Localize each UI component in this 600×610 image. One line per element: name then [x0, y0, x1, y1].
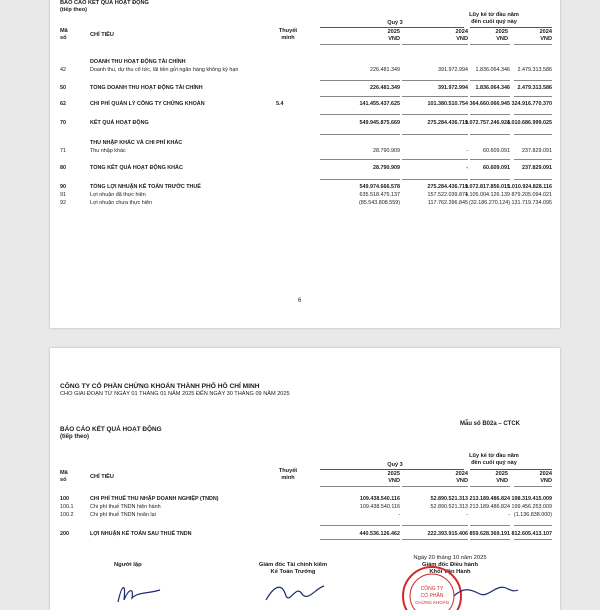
col-item-header: CHỈ TIÊU: [90, 32, 114, 38]
row-q2024: 157.522.039.874: [427, 192, 468, 198]
row-q2024: 391.972.994: [438, 85, 468, 91]
row-ytd2024: 198.319.415.009: [511, 496, 552, 502]
report-subtitle: (tiếp theo): [60, 7, 88, 13]
p2-col-code-header-1: Mã: [60, 470, 68, 476]
col-y2025-year: 2025: [495, 29, 508, 35]
form-code: Mẫu số B02a – CTCK: [460, 421, 521, 427]
row-code: 100.1: [60, 504, 74, 510]
row-label: TỔNG LỢI NHUẬN KẾ TOÁN TRƯỚC THUẾ: [90, 184, 201, 190]
row-q2024: 391.972.994: [438, 67, 468, 73]
row-ytd2025: 60.609.091: [483, 165, 510, 171]
row-q2025: 141.455.437.625: [359, 101, 400, 107]
row-ytd2024: 237.829.091: [522, 148, 552, 154]
p2-col-item-header: CHỈ TIÊU: [90, 474, 114, 480]
preparer-signature-icon: [110, 576, 170, 606]
row-q2024: 275.284.436.719: [427, 184, 468, 190]
cfo-signature-icon: [260, 576, 330, 606]
row-ytd2024: 324.916.770.370: [511, 101, 552, 107]
row-ytd2024: 237.829.091: [522, 165, 552, 171]
row-code: 92: [60, 200, 66, 206]
row-code: 71: [60, 148, 66, 154]
cfo-title-1: Giám đốc Tài chính kiêm: [258, 562, 328, 568]
row-code: 62: [60, 101, 66, 107]
row-q2024: -: [466, 165, 468, 171]
p2-col-ytd-header-1: Lũy kế từ đầu năm: [469, 453, 519, 459]
row-ytd2025: (32.186.270.124): [468, 200, 510, 206]
p2-col-y2024-unit: VND: [540, 478, 552, 484]
row-label: Lợi nhuận chưa thực hiện: [90, 200, 153, 206]
p2-col-quarter-header: Quý 3: [387, 462, 403, 468]
row-q2025: (85.543.808.559): [358, 200, 400, 206]
report-page-1: [50, 0, 560, 328]
stamp-line-3: CHỨNG KHOÁN: [415, 600, 449, 605]
row-q2024: 222.393.915.406: [427, 531, 468, 537]
row-ytd2024: 879.205.094.021: [511, 192, 552, 198]
row-q2024: 52.890.521.313: [430, 496, 468, 502]
row-q2024: -: [466, 148, 468, 154]
row-ytd2024: 2.479.313.586: [517, 85, 552, 91]
row-ytd2025: 1.072.817.856.015: [465, 184, 510, 190]
cfo-title-2: Kế Toán Trưởng: [270, 569, 316, 575]
row-label: TỔNG KẾT QUẢ HOẠT ĐỘNG KHÁC: [90, 165, 183, 171]
reporting-period: CHO GIAI ĐOẠN TỪ NGÀY 01 THÁNG 01 NĂM 2025 ĐẾN NGÀY 30 THÁNG 09 NĂM 2025: [60, 391, 290, 397]
col-q2024-year: 2024: [455, 29, 468, 35]
col-quarter-header: Quý 3: [387, 20, 403, 26]
row-label: CHI PHÍ THUẾ THU NHẬP DOANH NGHIỆP (TNDN): [90, 496, 219, 502]
row-ytd2025: 1.105.004.126.139: [465, 192, 510, 198]
row-label: Thu nhập khác: [90, 148, 126, 154]
director-title-1: Giám đốc Điều hành: [421, 562, 479, 568]
row-q2024: -: [466, 512, 468, 518]
p2-col-note-header-1: Thuyết: [278, 468, 298, 474]
row-label: THU NHẬP KHÁC VÀ CHI PHÍ KHÁC: [90, 140, 183, 146]
p2-col-code-header-2: số: [60, 477, 67, 483]
row-ytd2024: (1.136.838.000): [513, 512, 552, 518]
report-subtitle-2: (tiếp theo): [60, 434, 89, 440]
col-y2024-year: 2024: [539, 29, 552, 35]
row-ytd2025: 60.609.091: [483, 148, 510, 154]
col-q2025-unit: VND: [388, 36, 400, 42]
row-code: 80: [60, 165, 66, 171]
p2-col-q2025-year: 2025: [387, 471, 400, 477]
row-ytd2025: 213.189.486.824: [469, 504, 510, 510]
col-ytd-header-1: Lũy kế từ đầu năm: [469, 12, 519, 18]
p2-col-ytd-header-2: đến cuối quý này: [471, 460, 517, 466]
report-page-2: [50, 348, 560, 610]
row-code: 50: [60, 85, 66, 91]
row-q2025: 226.481.349: [370, 67, 400, 73]
row-ytd2024: 199.456.253.009: [511, 504, 552, 510]
col-code-header-1: Mã: [60, 28, 68, 34]
p2-col-q2024-year: 2024: [455, 471, 468, 477]
row-q2025: 549.974.666.578: [359, 184, 400, 190]
col-note-header-1: Thuyết: [278, 28, 298, 34]
col-note-header-2: minh: [281, 35, 295, 41]
row-q2025: 28.790.909: [373, 165, 400, 171]
row-label: DOANH THU HOẠT ĐỘNG TÀI CHÍNH: [90, 59, 186, 65]
col-y2025-unit: VND: [496, 36, 508, 42]
col-y2024-unit: VND: [540, 36, 552, 42]
row-code: 200: [60, 531, 69, 537]
row-ytd2024: 131.719.734.095: [511, 200, 552, 206]
row-ytd2025: -: [508, 512, 510, 518]
row-label: Chi phí thuế TNDN hiện hành: [90, 504, 161, 510]
row-label: Lợi nhuận đã thực hiện: [90, 192, 146, 198]
row-ytd2025: 1.836.064.346: [475, 85, 510, 91]
preparer-title: Người lập: [114, 562, 142, 568]
stamp-line-1: CÔNG TY: [420, 586, 444, 592]
company-name: CÔNG TY CỔ PHẦN CHỨNG KHOÁN THÀNH PHỐ HỒ CHÍ MINH: [60, 383, 260, 390]
p2-col-y2024-year: 2024: [539, 471, 552, 477]
row-q2025: 226.481.349: [370, 85, 400, 91]
row-label: TỔNG DOANH THU HOẠT ĐỘNG TÀI CHÍNH: [90, 85, 203, 91]
p2-col-q2025-unit: VND: [388, 478, 400, 484]
report-title: BÁO CÁO KẾT QUẢ HOẠT ĐỘNG: [60, 0, 149, 6]
col-ytd-header-2: đến cuối quý này: [471, 19, 517, 25]
row-q2025: 635.518.475.137: [359, 192, 400, 198]
row-ytd2025: 859.628.369.191: [469, 531, 510, 537]
row-q2025: 549.945.875.669: [359, 120, 400, 126]
row-label: Doanh thu, dự thu cổ tức, lãi tiền gửi ngân hàng không kỳ hạn: [90, 67, 239, 73]
row-q2024: 101.380.510.754: [427, 101, 468, 107]
report-title-2: BÁO CÁO KẾT QUẢ HOẠT ĐỘNG: [60, 426, 162, 433]
row-code: 100: [60, 496, 69, 502]
row-ytd2025: 213.189.486.824: [469, 496, 510, 502]
p2-col-note-header-2: minh: [281, 475, 295, 481]
director-signature-icon: [450, 578, 520, 608]
row-label: CHI PHÍ QUẢN LÝ CÔNG TY CHỨNG KHOÁN: [90, 101, 205, 107]
row-label: LỢI NHUẬN KẾ TOÁN SAU THUẾ TNDN: [90, 531, 192, 537]
row-ytd2024: 1.010.924.828.116: [507, 184, 552, 190]
row-q2024: 52.890.521.313: [430, 504, 468, 510]
row-code: 42: [60, 67, 66, 73]
row-q2025: 109.438.540.116: [359, 504, 400, 510]
col-code-header-2: số: [60, 35, 67, 41]
row-q2024: 117.762.396.845: [427, 200, 468, 206]
row-ytd2024: 812.605.413.107: [511, 531, 552, 537]
col-q2025-year: 2025: [387, 29, 400, 35]
p2-col-q2024-unit: VND: [456, 478, 468, 484]
row-q2024: 275.284.436.719: [427, 120, 468, 126]
row-q2025: -: [398, 512, 400, 518]
row-ytd2025: 1.072.757.246.924: [465, 120, 510, 126]
row-ytd2024: 1.010.686.999.025: [507, 120, 552, 126]
row-ytd2024: 2.479.313.586: [517, 67, 552, 73]
p2-col-y2025-unit: VND: [496, 478, 508, 484]
p2-col-y2025-year: 2025: [495, 471, 508, 477]
row-code: 90: [60, 184, 66, 190]
signing-date: Ngày 20 tháng 10 năm 2025: [413, 555, 487, 561]
stamp-line-2: CỔ PHẦN: [420, 593, 444, 599]
row-q2025: 28.790.909: [373, 148, 400, 154]
row-note: 5.4: [276, 101, 284, 107]
row-code: 70: [60, 120, 66, 126]
page-number: 6: [298, 298, 302, 304]
row-q2025: 440.536.126.462: [359, 531, 400, 537]
row-label: KẾT QUẢ HOẠT ĐỘNG: [90, 120, 149, 126]
row-ytd2025: 364.660.066.945: [469, 101, 510, 107]
row-ytd2025: 1.836.064.346: [475, 67, 510, 73]
row-code: 100.2: [60, 512, 74, 518]
row-code: 91: [60, 192, 66, 198]
col-q2024-unit: VND: [456, 36, 468, 42]
director-title-2: Khối Vận Hành: [429, 569, 471, 575]
row-label: Chi phí thuế TNDN hoãn lại: [90, 512, 156, 518]
row-q2025: 109.438.540.116: [359, 496, 400, 502]
